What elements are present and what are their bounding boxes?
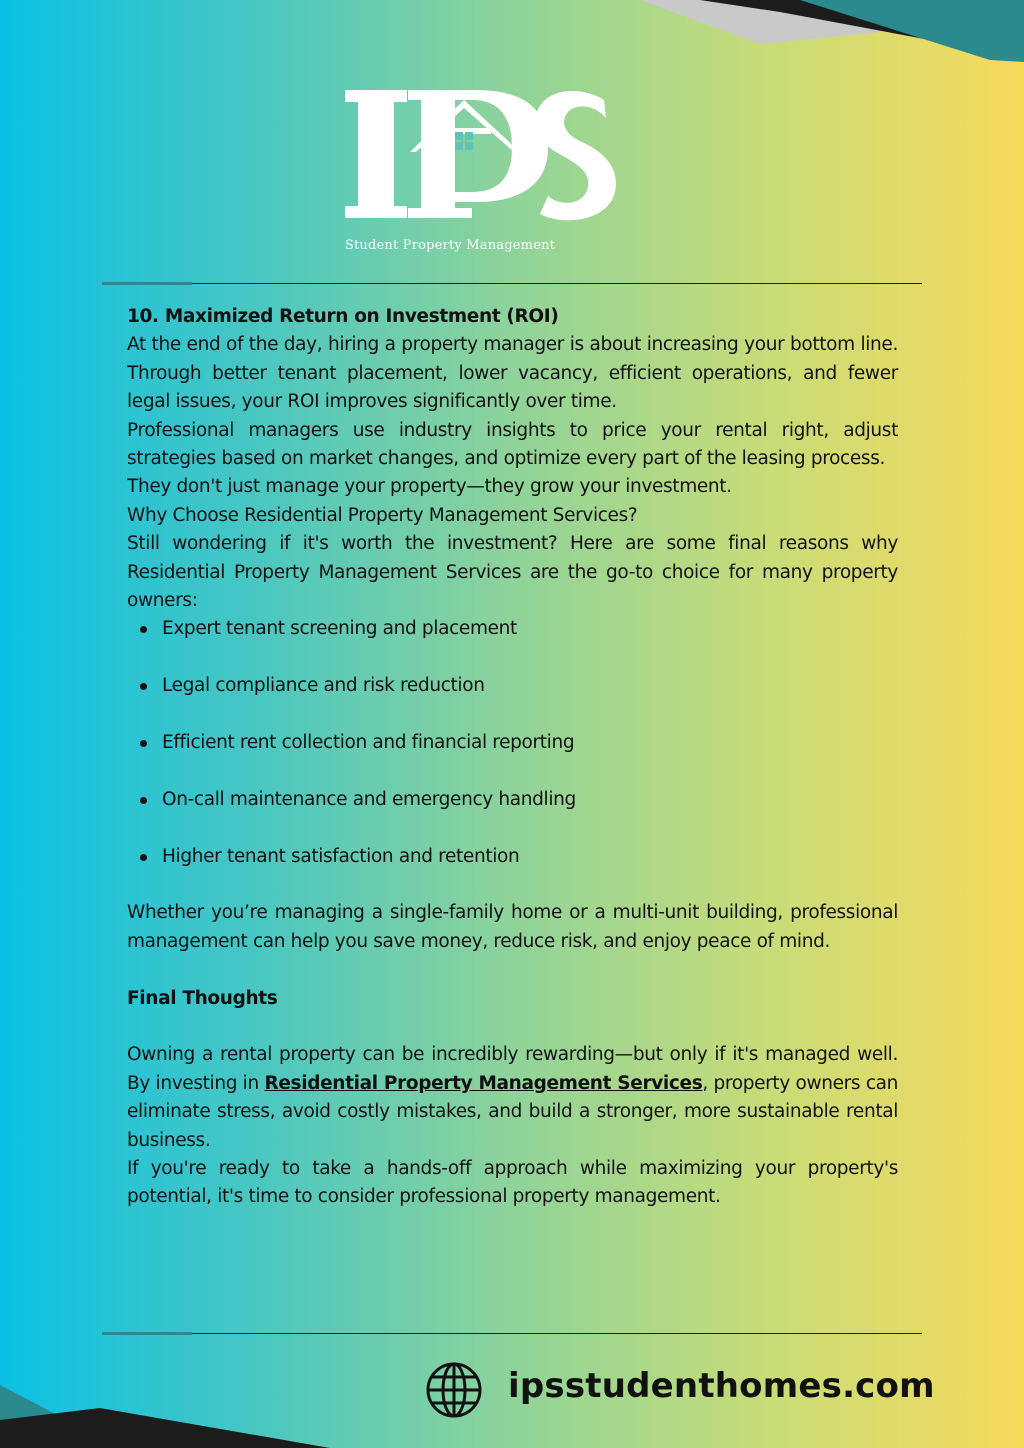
logo-tagline: Student Property Management [344,238,556,253]
paragraph-grow-investment: They don't just manage your property—they grow your investment. [127,476,732,498]
paragraph-roi-intro: At the end of the day, hiring a property manager is about increasing your bottom line. Through better tenant placement, lower vacancy, efficient operations, and fewer legal issues, your ROI improves significantly over time. [127,334,898,413]
final-thoughts-heading: Final Thoughts [127,987,278,1009]
bottom-divider [102,1333,922,1334]
paragraph-final-reasons: Still wondering if it's worth the investment? Here are some final reasons why Residential Property Management Services are the go-to choice for many property owners: [127,533,898,612]
list-item: Legal compliance and risk reduction [127,672,898,700]
reasons-list [127,615,898,871]
top-divider [102,283,922,284]
logo-roof-beam [437,128,491,134]
logo-p-letter [408,90,548,218]
globe-icon [424,1360,484,1420]
paragraph-final-2: If you're ready to take a hands-off approach while maximizing your property's potential, it's time to consider professional property management. [127,1158,898,1208]
final-text-after-link: , property owners can eliminate stress, avoid costly mistakes, and build a stronger, more sustainable rental business. [127,1072,899,1151]
logo-text: IPS [0,0,2,1]
residential-services-link[interactable]: Residential Property Management Services [264,1072,703,1094]
paragraph-closing: Whether you’re managing a single-family home or a multi-unit building, professional management can help you save money, reduce risk, and enjoy peace of mind. [127,902,898,952]
paragraph-final-1 [127,1041,898,1155]
logo-i-bottom-serif [345,206,407,218]
spacer [127,1013,898,1041]
spacer [127,871,898,899]
list-item: Expert tenant screening and placement [127,615,898,643]
website-link[interactable]: ipsstudenthomes.com [508,1366,935,1406]
final-text-before-link: Owning a rental property can be incredibly rewarding—but only if it's managed well. By investing in [127,1044,898,1094]
logo-i-stem [358,100,394,208]
main-content [127,303,898,1212]
list-item: Efficient rent collection and financial reporting [127,729,898,757]
paragraph-pricing: Professional managers use industry insights to price your rental right, adjust strategies based on market changes, and optimize every part of the leasing process. [127,419,898,470]
list-item: Higher tenant satisfaction and retention [127,843,898,871]
spacer [127,956,898,984]
section-heading: 10. Maximized Return on Investment (ROI) [127,306,559,327]
paragraph-why-choose: Why Choose Residential Property Management Services? [127,504,638,526]
logo-window-icon [455,132,473,150]
list-item: On-call maintenance and emergency handling [127,786,898,814]
